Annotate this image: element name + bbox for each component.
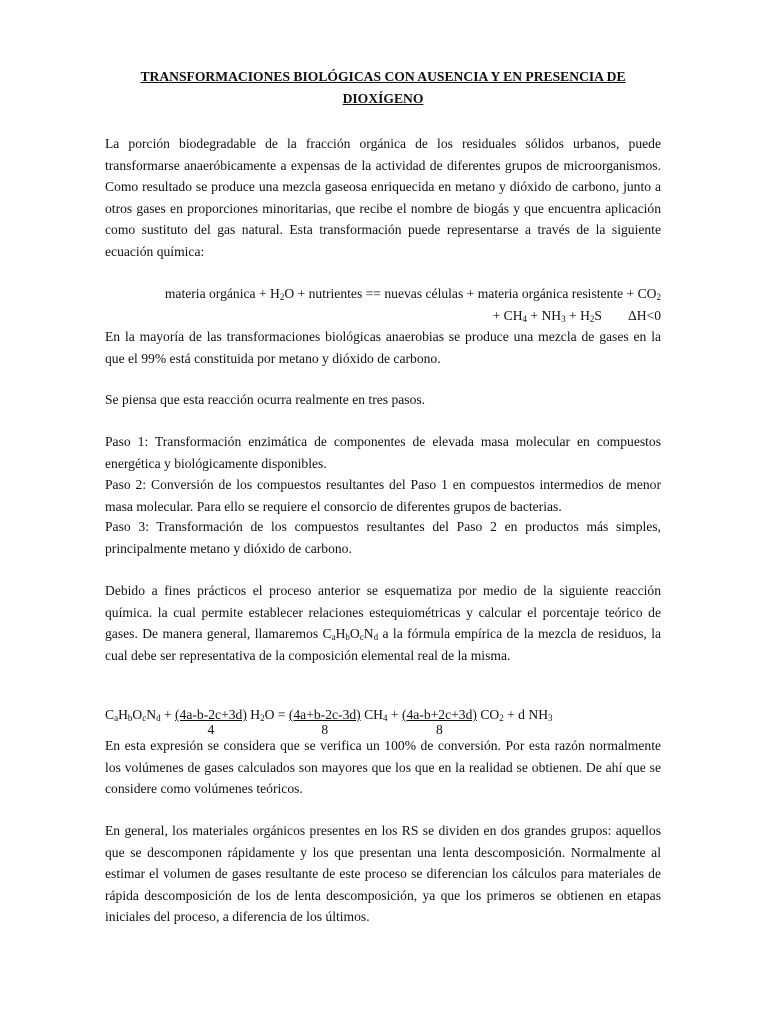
coefficient-water: (4a-b-2c+3d) 4 xyxy=(175,707,247,737)
document-title: TRANSFORMACIONES BIOLÓGICAS CON AUSENCIA Y EN PRESENCIA DE DIOXÍGENO xyxy=(140,69,626,106)
coefficient-co2: (4a-b+2c+3d) 8 xyxy=(401,707,477,737)
enthalpy-condition: ΔH<0 xyxy=(627,307,661,323)
paso-2: Paso 2: Conversión de los compuestos resultantes del Paso 1 en compuestos intermedios de menor masa molecular. Para ello se requiere el consorcio de diferentes grupos de bacterias. xyxy=(105,477,661,514)
paragraph-three-steps: Se piensa que esta reacción ocurra realmente en tres pasos. xyxy=(105,392,426,407)
paragraph-conversion: En esta expresión se considera que se verifica un 100% de conversión. Por esta razón normalmente los volúmenes de gases calculados son mayores que los que en la realidad se obtienen. De ahí que se considere como volúmenes teóricos. xyxy=(105,738,661,796)
coefficient-methane: (4a+b-2c-3d) 8 xyxy=(288,707,361,737)
paso-3: Paso 3: Transformación de los compuestos resultantes del Paso 2 en productos más simples, principalmente metano y dióxido de carbono. xyxy=(105,519,661,556)
paragraph-formula: Debido a fines prácticos el proceso anterior se esquematiza por medio de la siguiente reacción química. la cual permite establecer relaciones estequiométricas y calcular el porcentaje teórico de gases. De manera general, llamaremos $C_aH_bO_cN_d$ a la fórmula empírica de la mezcla de residuos, la cual debe ser representativa de la composición elemental real de la misma. xyxy=(105,583,662,663)
paso-1: Paso 1: Transformación enzimática de componentes de elevada masa molecular en compuestos energética y biológicamente disponibles. xyxy=(105,434,661,471)
equation-stoichiometric: $C_aH_bO_cN_d + (4a-b-2c+3d)$ 4 $H_2O = (4a+b-2c-3d)$ 8 $CH_4 + (4a-b+2c+3d)$ 8 $CO_2 + d$ $NH_3$ xyxy=(105,707,553,737)
equation-biogas-line2: + $CH_4 + NH_3 + H_2S$ ΔH<0 xyxy=(492,307,661,324)
paragraph-anaerobic: En la mayoría de las transformaciones biológicas anaerobias se produce una mezcla de gases en la que el 99% está constituida por metano y dióxido de carbono. xyxy=(105,329,661,366)
equation-biogas xyxy=(105,283,661,326)
equation-biogas-line1: materia orgánica + $H_2O$ + nutrientes == nuevas células + materia orgánica resistente + $CO_2$ xyxy=(164,286,661,302)
paragraph-intro: La porción biodegradable de la fracción orgánica de los residuales sólidos urbanos, puede transformarse anaeróbicamente a expensas de la actividad de diferentes grupos de microorganismos. Como resultado se produce una mezcla gaseosa enriquecida en metano y dióxido de carbono, junto a otros gases en proporciones minoritarias, que recibe el nombre de biogás y que encuentra aplicación como sustituto del gas natural. Esta transformación puede representarse a través de la siguiente ecuación química: xyxy=(105,136,661,259)
paragraph-material-groups: En general, los materiales orgánicos presentes en los RS se dividen en dos grandes grupos: aquellos que se descomponen rápidamente y los que presentan una lenta descomposición. Normalmente al estimar el volumen de gases resultante de este proceso se diferencian los cálculos para materiales de rápida descomposición de los de lenta descomposición, ya que los primeros se obtienen en etapas iniciales del proceso, a diferencia de los últimos. xyxy=(105,823,661,924)
